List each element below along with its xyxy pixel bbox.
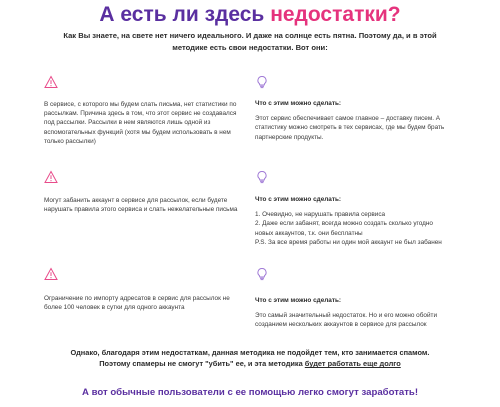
problem-2-line: Могут забанить аккаунт в сервисе для рассылок, если будете	[44, 197, 228, 204]
solution-2-line: 2. Даже если забанят, всегда можно создать сколько угодно	[255, 220, 433, 228]
problem-3-line: Ограничение по импорту адресатов в сервис для рассылок не	[44, 295, 230, 302]
problem-2-line: нарушать правила этого сервиса и слать нежелательные письма	[44, 206, 238, 214]
problem-3	[44, 294, 249, 312]
outro-line1: Однако, благодаря этим недостаткам, данная методика не подойдет тем, кто занимается спамом.	[70, 348, 430, 357]
page-title	[0, 3, 500, 27]
solution-1-line: партнерские продукты.	[255, 133, 324, 141]
solution-2	[255, 195, 460, 247]
warning-icon	[44, 267, 58, 281]
problem-2	[44, 196, 249, 214]
solution-3-line: Это самый значительный недостаток. Но и его можно обойти	[255, 312, 438, 320]
outro-underlined-text: будет работать еще долго	[304, 359, 401, 369]
problem-1-line: рассылкам. Причина здесь в том, что этот сервис не создавался	[44, 110, 237, 118]
problem-3-line: более 100 человек в сутки для одного аккаунта	[44, 304, 185, 312]
warning-icon	[44, 170, 58, 184]
solution-2-heading: Что с этим можно сделать:	[255, 196, 342, 203]
problem-1-line: вспомогательных функций (хотя мы будем использовать в нем	[44, 128, 231, 136]
problem-1-line: только рассылки)	[44, 137, 96, 145]
outro-text	[60, 347, 440, 370]
problem-1	[44, 100, 249, 146]
problem-1-line: В сервисе, с которого мы будем слать письма, нет статистики по	[44, 101, 237, 108]
outro-line2-start: Поэтому спамеры не смогут "убить" ее, и эта методика	[99, 359, 303, 369]
title-part1: А есть ли здесь	[99, 3, 265, 26]
lightbulb-icon	[255, 75, 269, 89]
lightbulb-icon	[255, 170, 269, 184]
solution-2-line: новых аккаунтов, т.к. они бесплатны	[255, 229, 363, 237]
intro-text: Как Вы знаете, на свете нет ничего идеального. И даже на солнце есть пятна. Поэтому да, и в этой методике есть свои недостатки. Вот они:	[63, 31, 437, 52]
solution-1-line: статистику можно смотреть в тех сервисах, где мы будем брать	[255, 124, 445, 132]
warning-icon	[44, 75, 58, 89]
final-callout: А вот обычные пользователи с ее помощью легко смогут заработать!	[81, 387, 419, 398]
solution-3	[255, 296, 460, 330]
solution-3-heading: Что с этим можно сделать:	[255, 297, 342, 304]
solution-2-line: P.S. За все время работы ни один мой аккаунт не был забанен	[255, 238, 442, 246]
solution-3-line: созданием нескольких аккаунтов в сервисе для рассылок	[255, 321, 427, 329]
solution-1-line: Этот сервис обеспечивает самое главное – доставку писем. А	[255, 115, 441, 123]
lightbulb-icon	[255, 267, 269, 281]
title-highlight: недостатки?	[270, 3, 401, 26]
solution-2-line: 1. Очевидно, не нарушать правила сервиса	[255, 211, 386, 219]
solution-1-heading: Что с этим можно сделать:	[255, 100, 342, 107]
problem-1-line: под рассылки. Рассылки в нем являются лишь одной из	[44, 119, 211, 127]
solution-1	[255, 99, 460, 142]
